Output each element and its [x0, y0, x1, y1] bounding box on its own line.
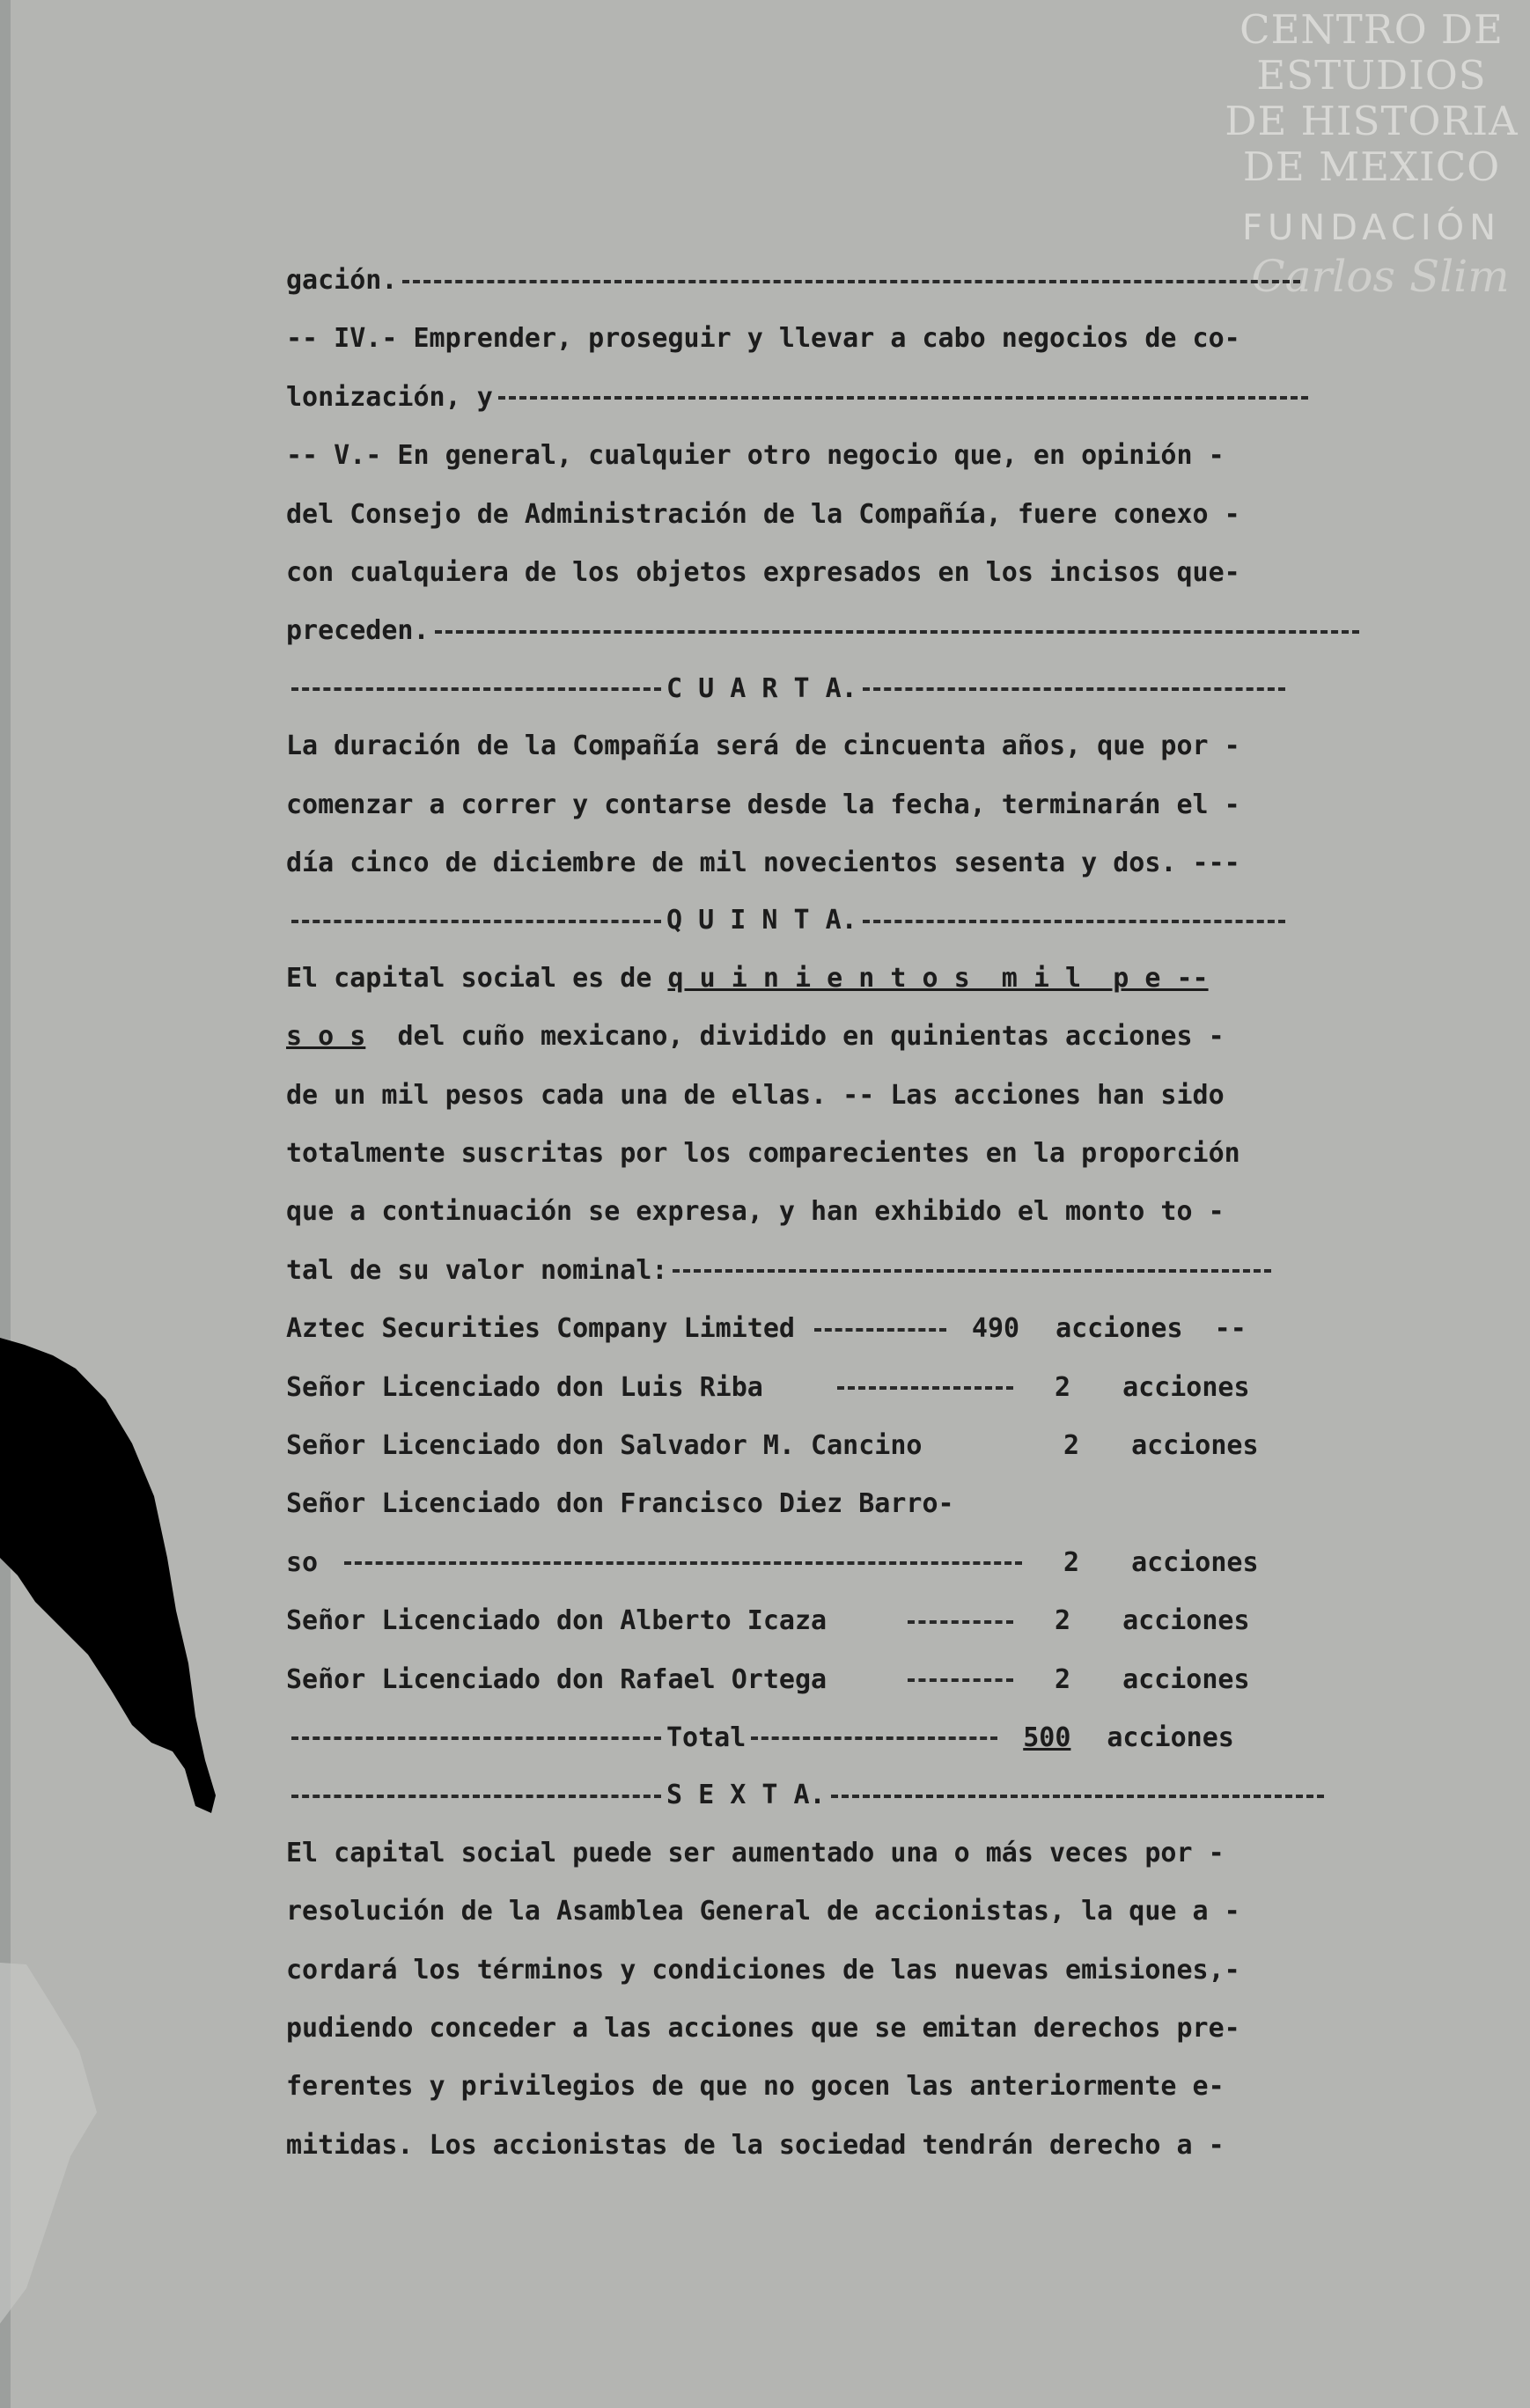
- shareholder-row: so 2 acciones: [286, 1546, 1259, 1578]
- shareholder-row: Señor Licenciado don Luis Riba 2 acciones: [286, 1371, 1250, 1403]
- stamp-foundation: FUNDACIÓN: [1241, 208, 1502, 248]
- text-line: comenzar a correr y contarse desde la fecha, terminarán el -: [286, 789, 1240, 820]
- text-line: El capital social es de q u i n i e n t o s m i l p e --: [286, 962, 1209, 994]
- typed-text-body: [286, 252, 1378, 2175]
- stamp-line-3: DE HISTORIA: [1225, 98, 1519, 144]
- text-line: del Consejo de Administración de la Compañía, fuere conexo -: [286, 498, 1240, 530]
- text-line: día cinco de diciembre de mil novecientos sesenta y dos. ---: [286, 848, 1240, 879]
- section-heading-quinta: Q U I N T A.: [286, 892, 1378, 950]
- torn-edge-shadow: [0, 0, 229, 2408]
- text-line: gación.: [286, 252, 1378, 310]
- text-line: de un mil pesos cada una de ellas. -- Las acciones han sido: [286, 1079, 1225, 1111]
- text-line: preceden.: [286, 602, 1378, 660]
- stamp-signature: Carlos Slim: [1251, 251, 1510, 302]
- text-line: que a continuación se expresa, y han exhibido el monto to -: [286, 1196, 1225, 1228]
- text-line: La duración de la Compañía será de cincuenta años, que por -: [286, 730, 1240, 762]
- text-line: El capital social puede ser aumentado una o más veces por -: [286, 1837, 1225, 1868]
- stamp-line-4: DE MEXICO: [1242, 143, 1501, 190]
- text-line: con cualquiera de los objetos expresados en los incisos que-: [286, 556, 1240, 588]
- total-row: Total 500 acciones: [286, 1709, 1378, 1767]
- shareholder-row: Señor Licenciado don Francisco Diez Barro-: [286, 1488, 954, 1520]
- text-line: ferentes y privilegios de que no gocen las anteriormente e-: [286, 2071, 1225, 2103]
- text-line: -- IV.- Emprender, proseguir y llevar a cabo negocios de co-: [286, 323, 1240, 355]
- text-line: pudiendo conceder a las acciones que se emitan derechos pre-: [286, 2013, 1240, 2045]
- text-line: resolución de la Asamblea General de accionistas, la que a -: [286, 1896, 1240, 1927]
- text-line: s o s del cuño mexicano, dividido en quinientas acciones -: [286, 1021, 1225, 1053]
- stamp-line-1: CENTRO DE: [1239, 6, 1504, 53]
- torn-corner: [0, 1963, 97, 2324]
- shareholder-row: Señor Licenciado don Rafael Ortega 2 acciones: [286, 1663, 1250, 1695]
- shareholder-row: Señor Licenciado don Salvador M. Cancino 2 acciones: [286, 1430, 1259, 1462]
- text-line: tal de su valor nominal:: [286, 1242, 1378, 1300]
- text-line: totalmente suscritas por los comparecientes en la proporción: [286, 1138, 1240, 1170]
- shareholder-row: Señor Licenciado don Alberto Icaza 2 acciones: [286, 1605, 1250, 1637]
- text-line: mitidas. Los accionistas de la sociedad tendrán derecho a -: [286, 2129, 1225, 2161]
- section-heading-sexta: S E X T A.: [286, 1767, 1378, 1824]
- shareholder-row: Aztec Securities Company Limited 490 acciones --: [286, 1313, 1247, 1345]
- text-line: lonización, y: [286, 369, 1378, 427]
- text-line: -- V.- En general, cualquier otro negocio que, en opinión -: [286, 440, 1225, 472]
- torn-hole: [0, 1338, 216, 1813]
- section-heading-cuarta: C U A R T A.: [286, 661, 1378, 718]
- text-line: cordará los términos y condiciones de las nuevas emisiones,-: [286, 1954, 1240, 1986]
- stamp-line-2: ESTUDIOS: [1256, 52, 1487, 99]
